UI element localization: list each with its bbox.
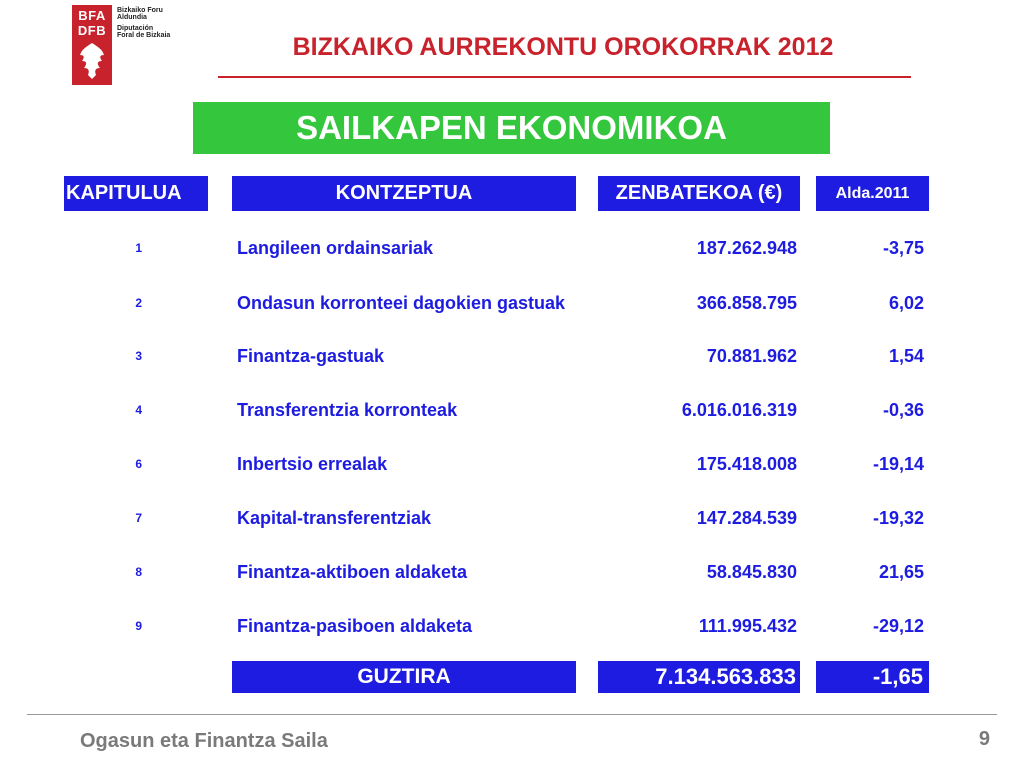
row-chapter: 8 (135, 565, 142, 579)
logo-text-line2: Aldundia (117, 14, 147, 21)
logo-abbr-bottom: DFB (77, 23, 107, 38)
row-chapter: 2 (135, 296, 142, 310)
title-divider (218, 76, 911, 78)
row-concept: Langileen ordainsariak (237, 238, 434, 258)
table-row (0, 343, 1024, 369)
row-amount: 175.418.008 (696, 454, 797, 474)
row-concept: Ondasun korronteei dagokien gastuak (237, 293, 566, 313)
row-change: 21,65 (878, 562, 924, 582)
row-change: 1,54 (888, 346, 924, 366)
row-concept: Transferentzia korronteak (237, 400, 458, 420)
row-amount: 58.845.830 (706, 562, 797, 582)
row-change: -3,75 (882, 238, 924, 258)
row-amount: 366.858.795 (696, 293, 797, 313)
row-concept: Finantza-pasiboen aldaketa (237, 616, 473, 636)
logo-text-line3: Diputación (117, 25, 154, 32)
footer-department: Ogasun eta Finantza Saila (80, 730, 328, 752)
row-chapter: 9 (135, 619, 142, 633)
row-chapter: 4 (135, 403, 142, 417)
row-chapter: 3 (135, 349, 142, 363)
page-number: 9 (978, 728, 990, 750)
table-row (0, 613, 1024, 639)
table-row (0, 290, 1024, 316)
row-amount: 6.016.016.319 (681, 400, 797, 420)
table-row (0, 397, 1024, 423)
table-row (0, 451, 1024, 477)
row-amount: 147.284.539 (696, 508, 797, 528)
row-amount: 70.881.962 (706, 346, 797, 366)
bizkaia-logo (72, 5, 192, 85)
header-aldaketa: Alda.2011 (816, 176, 929, 211)
row-concept: Finantza-aktiboen aldaketa (237, 562, 468, 582)
row-chapter: 7 (135, 511, 142, 525)
header-kapitulua: KAPITULUA (64, 176, 208, 211)
oak-leaf-icon (76, 41, 108, 81)
total-label: GUZTIRA (232, 661, 576, 693)
row-amount: 187.262.948 (696, 238, 797, 258)
total-amount: 7.134.563.833 (598, 661, 800, 693)
footer-divider (27, 714, 997, 715)
section-banner: SAILKAPEN EKONOMIKOA (193, 102, 830, 154)
row-change: -19,14 (872, 454, 924, 474)
logo-text-line1: Bizkaiko Foru (117, 7, 163, 14)
row-concept: Inbertsio errealak (237, 454, 388, 474)
header-kontzeptua: KONTZEPTUA (232, 176, 576, 211)
table-row (0, 235, 1024, 261)
logo-abbr-top: BFA (78, 8, 106, 23)
table-row (0, 559, 1024, 585)
row-change: -29,12 (872, 616, 924, 636)
logo-text-line4: Foral de Bizkaia (117, 32, 171, 39)
header-zenbatekoa: ZENBATEKOA (€) (598, 176, 800, 211)
row-chapter: 1 (135, 241, 142, 255)
row-change: -0,36 (882, 400, 924, 420)
row-change: -19,32 (872, 508, 924, 528)
page-title: BIZKAIKO AURREKONTU OROKORRAK 2012 (292, 33, 834, 61)
total-change: -1,65 (816, 661, 929, 693)
table-row (0, 505, 1024, 531)
row-amount: 111.995.432 (698, 616, 797, 636)
logo-mark (72, 5, 112, 85)
row-change: 6,02 (888, 293, 924, 313)
row-chapter: 6 (135, 457, 142, 471)
row-concept: Finantza-gastuak (237, 346, 385, 366)
row-concept: Kapital-transferentziak (237, 508, 432, 528)
